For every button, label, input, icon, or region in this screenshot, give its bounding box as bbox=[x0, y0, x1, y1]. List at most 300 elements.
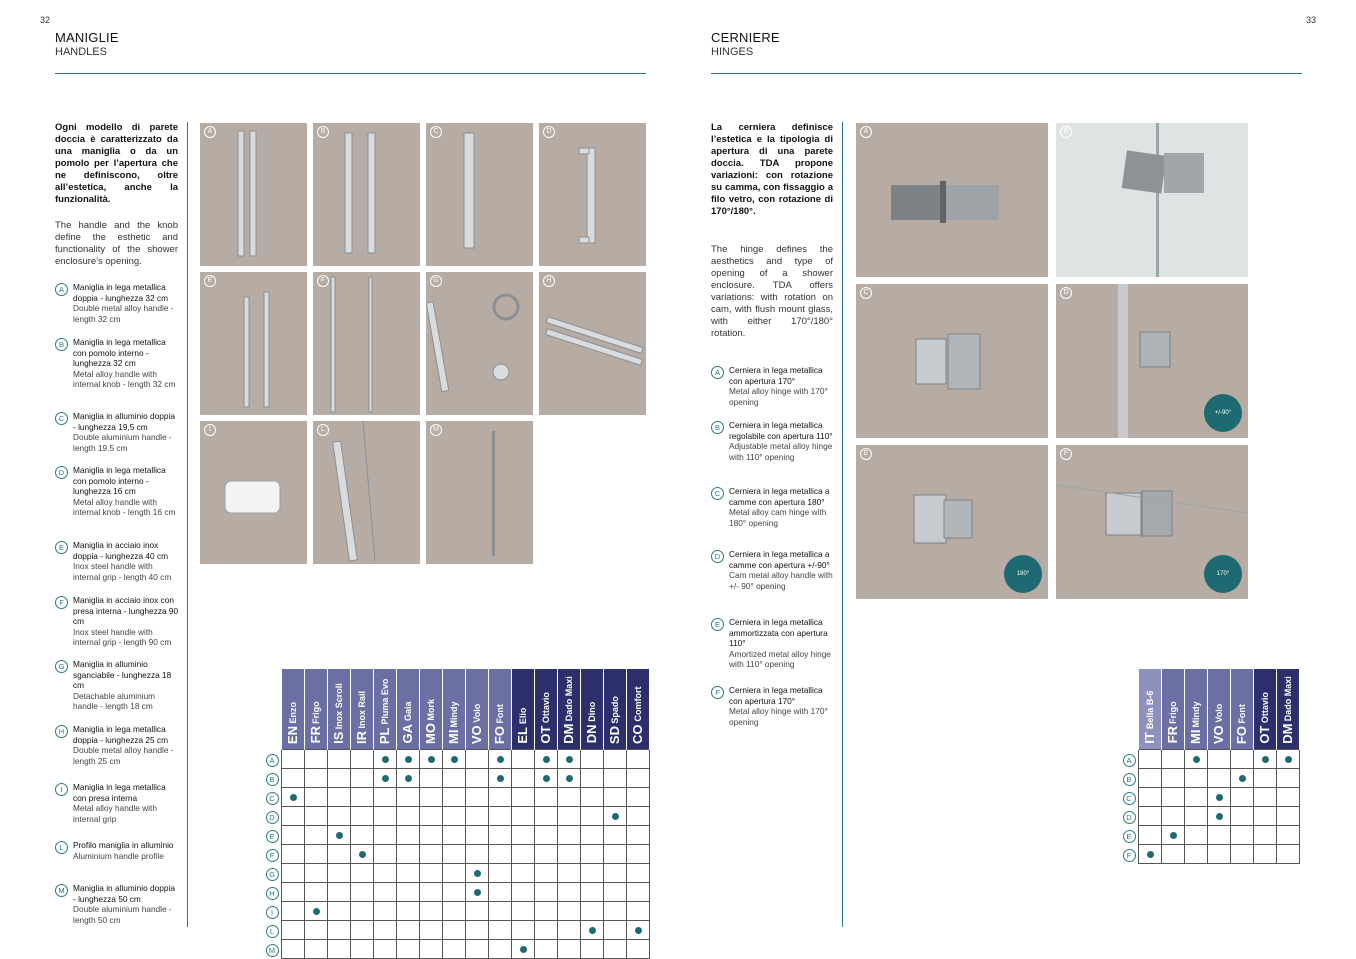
table-cell bbox=[397, 920, 420, 939]
table-cell bbox=[512, 825, 535, 844]
table-cell bbox=[604, 901, 627, 920]
table-cell bbox=[1139, 787, 1162, 806]
column-header-label bbox=[376, 672, 394, 744]
table-cell bbox=[282, 939, 305, 958]
table-cell bbox=[1139, 768, 1162, 787]
model-code: DN bbox=[584, 724, 599, 744]
table-cell bbox=[397, 806, 420, 825]
table-cell bbox=[305, 939, 328, 958]
table-cell bbox=[466, 806, 489, 825]
model-code: FR bbox=[1165, 726, 1180, 744]
handle-row-a bbox=[263, 749, 650, 768]
compatibility-dot bbox=[359, 851, 366, 858]
table-cell bbox=[374, 787, 397, 806]
table-cell bbox=[1185, 806, 1208, 825]
photo-letter-badge: A bbox=[204, 126, 216, 138]
model-name: Dado Maxi bbox=[564, 676, 574, 724]
item-text-it: Maniglia in lega metallica doppia - lunghezza 25 cm bbox=[73, 724, 169, 745]
model-name: Mindy bbox=[449, 700, 459, 730]
handle-row-i bbox=[263, 901, 650, 920]
compatibility-dot bbox=[566, 775, 573, 782]
table-cell bbox=[282, 806, 305, 825]
table-cell bbox=[374, 939, 397, 958]
compatibility-dot bbox=[290, 794, 297, 801]
model-name: Enzo bbox=[288, 701, 298, 726]
model-code: IT bbox=[1142, 732, 1157, 744]
opening-angle-badge: 180° bbox=[1004, 555, 1042, 593]
model-code: OT bbox=[1257, 725, 1272, 744]
handle-item-f bbox=[55, 595, 179, 648]
table-cell bbox=[604, 863, 627, 882]
row-letter bbox=[1120, 825, 1139, 844]
table-cell bbox=[351, 768, 374, 787]
table-header-row bbox=[263, 669, 650, 750]
photo-letter-badge: D bbox=[543, 126, 555, 138]
column-header-label bbox=[284, 695, 302, 744]
table-cell bbox=[489, 825, 512, 844]
table-cell bbox=[305, 825, 328, 844]
table-cell bbox=[328, 863, 351, 882]
column-header-label bbox=[1164, 694, 1182, 743]
photo-letter-badge: I bbox=[204, 424, 216, 436]
table-cell bbox=[1208, 825, 1231, 844]
model-name: Pluma Evo bbox=[380, 678, 390, 728]
table-cell bbox=[1139, 844, 1162, 863]
item-text-en: Aluminium handle profile bbox=[73, 850, 164, 861]
handle-illustration bbox=[426, 123, 533, 266]
handle-row-b bbox=[263, 768, 650, 787]
column-header-fo bbox=[489, 669, 512, 750]
column-header-label bbox=[629, 680, 647, 744]
row-letter bbox=[263, 920, 282, 939]
handle-item-l bbox=[55, 840, 179, 861]
hinge-item-e bbox=[711, 617, 835, 670]
item-description bbox=[73, 782, 179, 824]
page-number-left: 32 bbox=[40, 15, 51, 25]
table-cell bbox=[282, 768, 305, 787]
table-cell bbox=[1162, 749, 1185, 768]
handle-row-d bbox=[263, 806, 650, 825]
model-name: Bella B-6 bbox=[1145, 691, 1155, 733]
column-header-label bbox=[560, 669, 578, 744]
table-cell bbox=[581, 920, 604, 939]
table-cell bbox=[328, 768, 351, 787]
item-text-it: Maniglia in alluminio doppia - lunghezza 19,5 cm bbox=[73, 411, 175, 432]
item-letter-badge: F bbox=[711, 686, 724, 699]
item-text-it: Maniglia in alluminio sganciabile - lunghezza 18 cm bbox=[73, 659, 172, 691]
table-cell bbox=[397, 844, 420, 863]
item-letter-badge: H bbox=[55, 725, 68, 738]
table-cell bbox=[1162, 768, 1185, 787]
model-name: Mork bbox=[426, 698, 436, 723]
item-text-it: Profilo maniglia in alluminio bbox=[73, 840, 174, 850]
table-cell bbox=[351, 901, 374, 920]
item-text-it: Cerniera in lega metallica con apertura 170° bbox=[729, 685, 823, 706]
row-letter bbox=[263, 882, 282, 901]
handle-illustration bbox=[313, 272, 420, 415]
compatibility-dot bbox=[497, 775, 504, 782]
table-cell bbox=[1185, 768, 1208, 787]
table-cell bbox=[305, 787, 328, 806]
row-letter-badge: E bbox=[1123, 830, 1136, 843]
table-cell bbox=[581, 939, 604, 958]
row-letter bbox=[263, 768, 282, 787]
table-cell bbox=[512, 901, 535, 920]
model-code: DM bbox=[561, 723, 576, 744]
handle-illustration bbox=[200, 421, 307, 564]
compatibility-dot bbox=[1170, 832, 1177, 839]
row-letter bbox=[263, 901, 282, 920]
row-letter-badge: B bbox=[266, 773, 279, 786]
model-name: Frigo bbox=[1168, 701, 1178, 727]
model-name: Frigo bbox=[311, 701, 321, 727]
column-header-mi bbox=[443, 669, 466, 750]
compatibility-dot bbox=[382, 775, 389, 782]
table-cell bbox=[420, 882, 443, 901]
intro-text-en-left: The handle and the knob define the esthetic and functionality of the shower enclosure's opening. bbox=[55, 220, 178, 267]
column-header-label bbox=[1279, 669, 1297, 744]
model-name: Volo bbox=[1214, 703, 1224, 725]
table-cell bbox=[1231, 806, 1254, 825]
table-cell bbox=[351, 920, 374, 939]
table-cell bbox=[466, 844, 489, 863]
model-code: CO bbox=[630, 724, 645, 744]
table-cell bbox=[535, 806, 558, 825]
table-cell bbox=[305, 806, 328, 825]
hinge-row-d bbox=[1120, 806, 1300, 825]
table-header-row bbox=[1120, 669, 1300, 750]
table-cell bbox=[535, 749, 558, 768]
intro-text-it-right: La cerniera definisce l’estetica e la tipologia di apertura di una parete doccia. TDA propone variazioni: con rotazione su camma, con fissaggio a filo vetro, con rotazione di 170°/180°. bbox=[711, 122, 833, 217]
item-text-en: Inox steel handle with internal grip - length 90 cm bbox=[73, 626, 172, 648]
column-header-el bbox=[512, 669, 535, 750]
table-cell bbox=[397, 901, 420, 920]
handle-photo-h bbox=[539, 272, 646, 415]
table-cell bbox=[1277, 844, 1300, 863]
model-name: Dado Maxi bbox=[1283, 676, 1293, 724]
row-letter-badge: A bbox=[1123, 754, 1136, 767]
item-text-it: Maniglia in acciaio inox doppia - lunghezza 40 cm bbox=[73, 540, 169, 561]
handle-illustration bbox=[313, 421, 420, 564]
page-title-left bbox=[55, 30, 119, 58]
compatibility-dot bbox=[635, 927, 642, 934]
handle-illustration bbox=[426, 272, 533, 415]
row-letter bbox=[263, 844, 282, 863]
item-description bbox=[729, 617, 835, 670]
handle-photo-d bbox=[539, 123, 646, 266]
hinge-row-f bbox=[1120, 844, 1300, 863]
column-header-fo bbox=[1231, 669, 1254, 750]
photo-letter-badge: H bbox=[543, 275, 555, 287]
section-title: CERNIERE bbox=[711, 30, 780, 45]
table-cell bbox=[1254, 768, 1277, 787]
handle-photo-b bbox=[313, 123, 420, 266]
table-cell bbox=[374, 863, 397, 882]
table-cell bbox=[489, 787, 512, 806]
handle-compatibility-table bbox=[263, 668, 650, 959]
table-cell bbox=[512, 844, 535, 863]
model-code: FO bbox=[492, 725, 507, 744]
row-letter-badge: F bbox=[1123, 849, 1136, 862]
table-cell bbox=[1185, 787, 1208, 806]
handle-row-c bbox=[263, 787, 650, 806]
table-cell bbox=[558, 901, 581, 920]
item-text-en: Metal alloy handle with internal knob - length 32 cm bbox=[73, 368, 176, 390]
item-letter-badge: E bbox=[55, 541, 68, 554]
photo-letter-badge: B bbox=[317, 126, 329, 138]
item-description bbox=[73, 282, 179, 324]
page-number-right: 33 bbox=[1306, 15, 1317, 25]
header-rule-right bbox=[711, 73, 1302, 74]
table-cell bbox=[512, 806, 535, 825]
table-cell bbox=[1254, 825, 1277, 844]
table-cell bbox=[604, 882, 627, 901]
column-header-label bbox=[468, 697, 486, 744]
table-cell bbox=[512, 863, 535, 882]
table-cell bbox=[420, 901, 443, 920]
table-cell bbox=[328, 939, 351, 958]
column-header-ot bbox=[1254, 669, 1277, 750]
vertical-rule-right bbox=[842, 122, 843, 927]
column-header-label bbox=[537, 685, 555, 744]
table-cell bbox=[443, 749, 466, 768]
table-cell bbox=[420, 749, 443, 768]
table-cell bbox=[1162, 844, 1185, 863]
table-cell bbox=[604, 749, 627, 768]
column-header-label bbox=[514, 701, 532, 744]
column-header-dn bbox=[581, 669, 604, 750]
table-cell bbox=[351, 882, 374, 901]
hinge-row-e bbox=[1120, 825, 1300, 844]
model-name: Dino bbox=[587, 702, 597, 725]
table-cell bbox=[305, 863, 328, 882]
hinge-photo-b bbox=[1056, 123, 1248, 277]
table-cell bbox=[1162, 825, 1185, 844]
table-cell bbox=[627, 939, 650, 958]
table-cell bbox=[443, 768, 466, 787]
table-cell bbox=[627, 749, 650, 768]
table-cell bbox=[374, 806, 397, 825]
column-header-label bbox=[1187, 694, 1205, 744]
section-title: MANIGLIE bbox=[55, 30, 119, 45]
table-cell bbox=[581, 806, 604, 825]
hinge-illustration bbox=[856, 123, 1048, 277]
column-header-label bbox=[330, 676, 348, 744]
table-cell bbox=[420, 863, 443, 882]
table-cell bbox=[374, 749, 397, 768]
section-subtitle: HANDLES bbox=[55, 46, 107, 58]
handle-illustration bbox=[200, 272, 307, 415]
table-cell bbox=[282, 825, 305, 844]
handle-item-g bbox=[55, 659, 179, 712]
item-text-it: Maniglia in acciaio inox con presa interna - lunghezza 90 cm bbox=[73, 595, 179, 627]
model-code: MI bbox=[446, 729, 461, 744]
handle-illustration bbox=[313, 123, 420, 266]
column-header-label bbox=[422, 692, 440, 744]
handle-row-h bbox=[263, 882, 650, 901]
table-cell bbox=[535, 901, 558, 920]
table-cell bbox=[351, 806, 374, 825]
table-cell bbox=[1162, 806, 1185, 825]
table-cell bbox=[535, 844, 558, 863]
column-header-pl bbox=[374, 669, 397, 750]
table-cell bbox=[466, 863, 489, 882]
model-code: EL bbox=[515, 727, 530, 744]
table-cell bbox=[351, 939, 374, 958]
item-letter-badge: I bbox=[55, 783, 68, 796]
compatibility-dot bbox=[1239, 775, 1246, 782]
model-name: Ottavio bbox=[541, 692, 551, 726]
item-text-it: Maniglia in lega metallica con presa interna bbox=[73, 782, 166, 803]
table-cell bbox=[512, 920, 535, 939]
photo-letter-badge: C bbox=[430, 126, 442, 138]
table-cell bbox=[282, 787, 305, 806]
table-cell bbox=[282, 844, 305, 863]
table-cell bbox=[443, 825, 466, 844]
photo-letter-badge: D bbox=[1060, 287, 1072, 299]
table-cell bbox=[420, 768, 443, 787]
column-header-mo bbox=[420, 669, 443, 750]
column-header-en bbox=[282, 669, 305, 750]
table-cell bbox=[397, 768, 420, 787]
item-description bbox=[73, 840, 174, 861]
table-cell bbox=[558, 787, 581, 806]
table-corner bbox=[1120, 669, 1139, 750]
table-cell bbox=[466, 901, 489, 920]
column-header-vo bbox=[466, 669, 489, 750]
table-cell bbox=[351, 863, 374, 882]
compatibility-dot bbox=[612, 813, 619, 820]
column-header-label bbox=[353, 684, 371, 744]
model-name: Inox Scroll bbox=[334, 682, 344, 732]
table-cell bbox=[489, 920, 512, 939]
table-cell bbox=[397, 825, 420, 844]
row-letter-badge: A bbox=[266, 754, 279, 767]
row-letter bbox=[1120, 749, 1139, 768]
item-text-en: Detachable aluminium handle - length 18 cm bbox=[73, 690, 156, 712]
hinge-photo-c bbox=[856, 284, 1048, 438]
item-text-en: Metal alloy hinge with 170° opening bbox=[729, 386, 828, 407]
model-name: Spado bbox=[610, 695, 620, 726]
row-letter-badge: F bbox=[266, 849, 279, 862]
table-cell bbox=[581, 844, 604, 863]
row-letter-badge: M bbox=[266, 944, 279, 957]
item-letter-badge: L bbox=[55, 841, 68, 854]
table-cell bbox=[627, 882, 650, 901]
table-cell bbox=[282, 749, 305, 768]
column-header-co bbox=[627, 669, 650, 750]
table-cell bbox=[535, 939, 558, 958]
table-cell bbox=[466, 882, 489, 901]
item-text-it: Cerniera in lega metallica regolabile con apertura 110° bbox=[729, 420, 833, 441]
handle-illustration bbox=[539, 272, 646, 415]
hinge-illustration bbox=[1056, 123, 1248, 277]
row-letter-badge: B bbox=[1123, 773, 1136, 786]
handle-row-m bbox=[263, 939, 650, 958]
photo-letter-badge: F bbox=[317, 275, 329, 287]
row-letter bbox=[263, 749, 282, 768]
model-code: MI bbox=[1188, 729, 1203, 744]
item-letter-badge: B bbox=[55, 338, 68, 351]
column-header-label bbox=[399, 695, 417, 744]
table-cell bbox=[581, 825, 604, 844]
item-letter-badge: E bbox=[711, 618, 724, 631]
model-name: Inox Rail bbox=[357, 690, 367, 731]
item-text-en: Cam metal alloy handle with +/- 90° opening bbox=[729, 570, 833, 591]
compatibility-dot bbox=[520, 946, 527, 953]
compatibility-dot bbox=[589, 927, 596, 934]
photo-letter-badge: E bbox=[860, 448, 872, 460]
item-letter-badge: C bbox=[711, 487, 724, 500]
item-text-en: Adjustable metal alloy hinge with 110° opening bbox=[729, 441, 833, 462]
hinge-item-c bbox=[711, 486, 835, 528]
column-header-label bbox=[1210, 697, 1228, 744]
table-cell bbox=[627, 920, 650, 939]
item-description bbox=[73, 411, 179, 453]
item-text-it: Cerniera in lega metallica a camme con apertura +/-90° bbox=[729, 549, 830, 570]
compatibility-dot bbox=[1216, 794, 1223, 801]
model-code: GA bbox=[400, 724, 415, 744]
table-cell bbox=[420, 844, 443, 863]
table-cell bbox=[305, 920, 328, 939]
column-header-it bbox=[1139, 669, 1162, 750]
handle-illustration bbox=[200, 123, 307, 266]
column-header-label bbox=[606, 689, 624, 744]
table-cell bbox=[443, 920, 466, 939]
table-cell bbox=[604, 844, 627, 863]
table-cell bbox=[1208, 806, 1231, 825]
table-cell bbox=[1185, 825, 1208, 844]
handle-item-m bbox=[55, 883, 179, 925]
handle-photo-a bbox=[200, 123, 307, 266]
table-cell bbox=[1254, 787, 1277, 806]
item-description bbox=[73, 337, 179, 390]
hinge-photo-f bbox=[1056, 445, 1248, 599]
photo-letter-badge: M bbox=[430, 424, 442, 436]
model-name: Ottavio bbox=[1260, 692, 1270, 726]
table-cell bbox=[604, 939, 627, 958]
item-text-it: Cerniera in lega metallica con apertura 170° bbox=[729, 365, 823, 386]
table-cell bbox=[1208, 844, 1231, 863]
model-name: Font bbox=[1237, 703, 1247, 726]
table-cell bbox=[512, 749, 535, 768]
table-cell bbox=[443, 844, 466, 863]
hinge-row-b bbox=[1120, 768, 1300, 787]
handle-illustration bbox=[539, 123, 646, 266]
table-cell bbox=[1231, 749, 1254, 768]
model-code: DM bbox=[1280, 723, 1295, 744]
handle-photo-m bbox=[426, 421, 533, 564]
column-header-ot bbox=[535, 669, 558, 750]
table-cell bbox=[443, 787, 466, 806]
row-letter-badge: C bbox=[266, 792, 279, 805]
intro-text-it-left: Ogni modello di parete doccia è caratterizzato da una maniglia o da un pomolo per l’apertura che ne definiscono, oltre all’estetica, anche la funzionalità. bbox=[55, 122, 178, 205]
model-code: VO bbox=[469, 724, 484, 744]
compatibility-dot bbox=[451, 756, 458, 763]
hinge-row-a bbox=[1120, 749, 1300, 768]
compatibility-dot bbox=[543, 756, 550, 763]
table-cell bbox=[627, 844, 650, 863]
table-cell bbox=[1277, 787, 1300, 806]
item-text-en: Double aluminium handle - length 19.5 cm bbox=[73, 432, 172, 453]
table-cell bbox=[581, 749, 604, 768]
table-cell bbox=[466, 920, 489, 939]
item-description bbox=[73, 724, 179, 766]
table-cell bbox=[374, 825, 397, 844]
table-cell bbox=[581, 863, 604, 882]
table-cell bbox=[397, 939, 420, 958]
table-cell bbox=[1277, 806, 1300, 825]
